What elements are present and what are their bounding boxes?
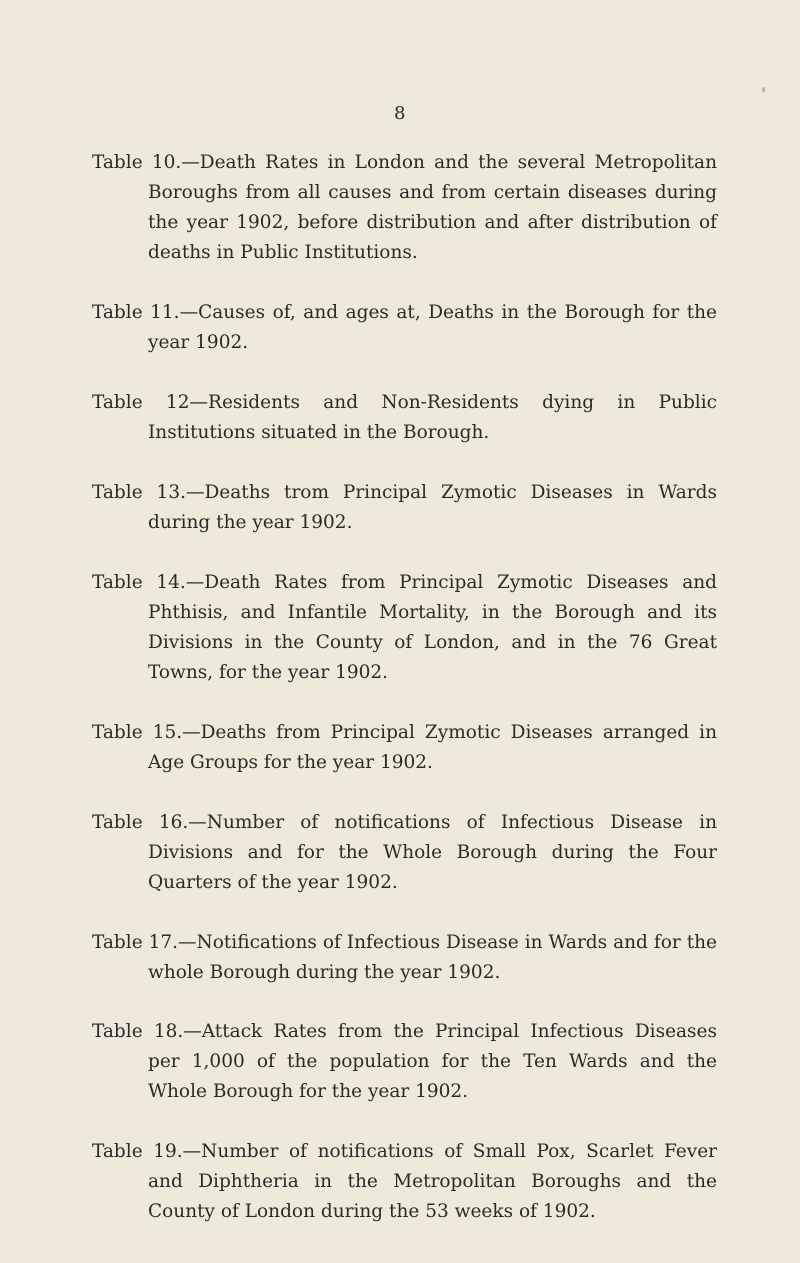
entry-description: —Causes of, and ages at, Deaths in the Borough for the year 1902. (148, 302, 717, 353)
list-item-table-14 (92, 568, 717, 688)
entry-label: Table 17. (92, 932, 179, 953)
entry-label: Table 11. (92, 302, 180, 323)
list-item-table-16 (92, 808, 717, 898)
entry-label: Table 10. (92, 152, 182, 173)
paper-speck (762, 87, 765, 92)
entry-label: Table 14. (92, 572, 186, 593)
list-item-table-18 (92, 1017, 717, 1107)
list-item-table-13 (92, 478, 717, 538)
table-list (92, 148, 717, 1227)
entry-description: —Death Rates from Principal Zymotic Diseases and Phthisis, and Infantile Mortality, in the Borough and its Divisions in the County of London, and in the 76 Great Towns, for the year 1902. (148, 572, 717, 683)
entry-label: Table 13. (92, 482, 186, 503)
list-item-table-19 (92, 1137, 717, 1227)
entry-description: —Deaths trom Principal Zymotic Diseases in Wards during the year 1902. (148, 482, 717, 533)
list-item-table-11 (92, 298, 717, 358)
entry-label: Table 15. (92, 722, 183, 743)
entry-description: —Residents and Non-Residents dying in Public Institutions situated in the Borough. (148, 392, 717, 443)
entry-label: Table 19. (92, 1141, 183, 1162)
entry-description: —Number of notifications of Infectious Disease in Divisions and for the Whole Borough during the Four Quarters of the year 1902. (148, 812, 717, 893)
list-item-table-12 (92, 388, 717, 448)
entry-label: Table 12 (92, 392, 190, 413)
entry-description: —Attack Rates from the Principal Infectious Diseases per 1,000 of the population for the Ten Wards and the Whole Borough for the year 1902. (148, 1021, 717, 1102)
entry-label: Table 18. (92, 1021, 184, 1042)
entry-description: —Deaths from Principal Zymotic Diseases arranged in Age Groups for the year 1902. (148, 722, 717, 773)
entry-label: Table 16. (92, 812, 189, 833)
entry-description: —Notifications of Infectious Disease in Wards and for the whole Borough during the year 1902. (148, 932, 717, 983)
list-item-table-10 (92, 148, 717, 268)
list-item-table-17 (92, 928, 717, 988)
entry-description: —Death Rates in London and the several Metropolitan Boroughs from all causes and from certain diseases during the year 1902, before distribution and after distribution of deaths in Public Institutions. (148, 152, 717, 263)
list-item-table-15 (92, 718, 717, 778)
entry-description: —Number of notifications of Small Pox, Scarlet Fever and Diphtheria in the Metropolitan Boroughs and the County of London during the 53 weeks of 1902. (148, 1141, 717, 1222)
page-number: 8 (394, 103, 406, 124)
